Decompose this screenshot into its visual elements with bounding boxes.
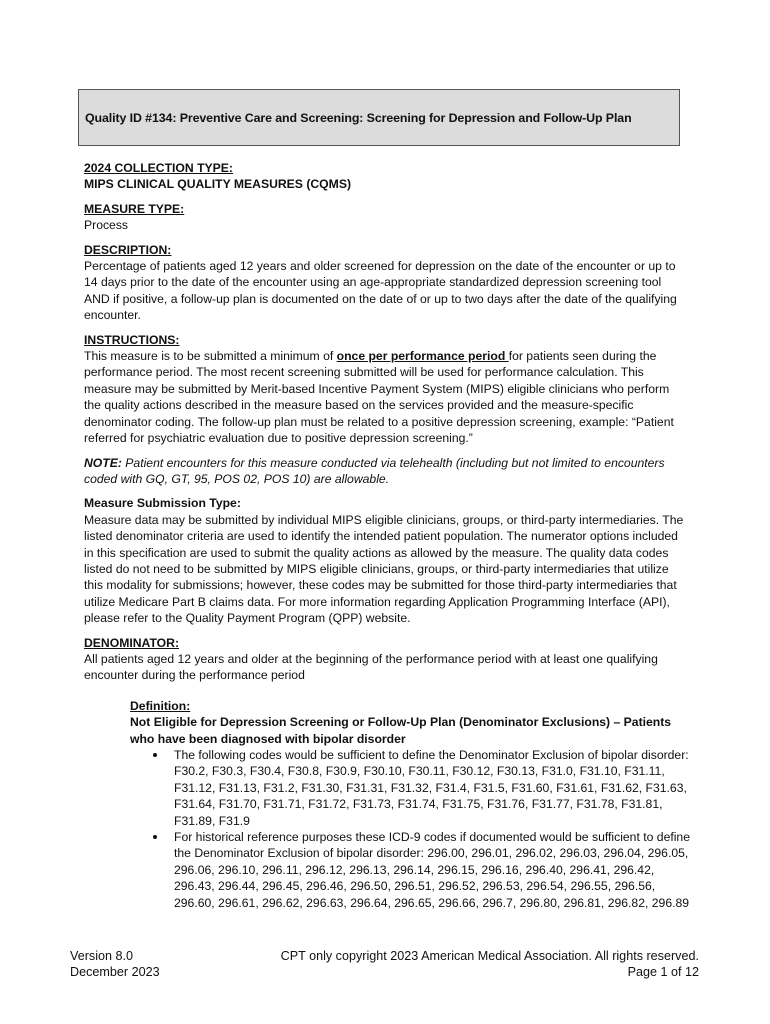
instructions-heading: INSTRUCTIONS: <box>84 332 180 347</box>
definition-subheading: Not Eligible for Depression Screening or Follow-Up Plan (Denominator Exclusions) – Patients who have been diagnosed with bipolar disorder <box>130 715 672 746</box>
page-title: Quality ID #134: Preventive Care and Screening: Screening for Depression and Follow-Up Plan <box>85 111 632 125</box>
document-body <box>84 160 688 911</box>
submission-text: Measure data may be submitted by individual MIPS eligible clinicians, groups, or third-party intermediaries. The listed denominator criteria are used to identify the intended patient population. The numerator options included in this specification are used to submit the quality actions as allowed by the measure. The quality data codes listed do not need to be submitted by MIPS eligible clinicians, groups, or third-party intermediaries that utilize this modality for submissions; however, these codes may be submitted for those third-party intermediaries that utilize Medicare Part B claims data. For more information regarding Application Programming Interface (API), please refer to the Quality Payment Program (QPP) website. <box>84 512 684 626</box>
submission-heading: Measure Submission Type: <box>84 496 241 511</box>
definition-heading: Definition: <box>130 698 191 713</box>
instructions-text-start: This measure is to be submitted a minimum of <box>84 349 337 364</box>
denominator-heading: DENOMINATOR: <box>84 635 180 650</box>
denominator-section <box>84 635 688 684</box>
note-text: Patient encounters for this measure conducted via telehealth (including but not limited to encounters coded with GQ, GT, 95, POS 02, POS 10) are allowable. <box>84 455 665 486</box>
instructions-text <box>84 348 688 446</box>
note-label: NOTE: <box>84 455 122 470</box>
instructions-section <box>84 332 688 447</box>
list-item: For historical reference purposes these ICD-9 codes if documented would be sufficient to define the Denominator Exclusion of bipolar disorder: 296.00, 296.01, 296.02, 296.03, 296.04, 296.05, 296.06, 296.10, 296.11, 296.12, 296.13, 296.14, 296.15, 296.16, 296.40, 296.41, 296.42, 296.43, 296.44, 296.45, 296.46, 296.50, 296.51, 296.52, 296.53, 296.54, 296.55, 296.56, 296.60, 296.61, 296.62, 296.63, 296.64, 296.65, 296.66, 296.7, 296.80, 296.81, 296.82, 296.89 <box>174 830 690 910</box>
footer-page-number: Page 1 of 12 <box>627 965 699 979</box>
submission-section <box>84 495 688 626</box>
description-heading: DESCRIPTION: <box>84 242 172 257</box>
telehealth-note <box>84 455 688 488</box>
exclusion-code-list <box>130 747 690 911</box>
footer-copyright: CPT only copyright 2023 American Medical Association. All rights reserved. <box>280 949 699 963</box>
measure-type-section <box>84 201 688 234</box>
denominator-text: All patients aged 12 years and older at the beginning of the performance period with at least one qualifying encounter during the performance period <box>84 651 658 683</box>
definition-section <box>130 698 690 911</box>
description-section <box>84 242 688 324</box>
collection-type-section <box>84 160 688 193</box>
footer-version: Version 8.0 <box>70 949 134 963</box>
measure-type-value: Process <box>84 218 129 233</box>
description-text: Percentage of patients aged 12 years and older screened for depression on the date of the encounter or up to 14 days prior to the date of the encounter using an age-appropriate standardized depression screening tool AND if positive, a follow-up plan is documented on the date of or up to two days after the date of the qualifying encounter. <box>84 259 677 323</box>
footer-copyright-block <box>281 948 699 980</box>
collection-type-heading: 2024 COLLECTION TYPE: <box>84 161 233 175</box>
title-box <box>78 89 680 146</box>
instructions-text-end: for patients seen during the performance period. The most recent screening submitted will be used for performance calculation. This measure may be submitted by Merit-based Incentive Payment System (MIPS) eligible clinicians who perform the quality actions described in the measure based on the services provided and the measure-specific denominator coding. The follow-up plan must be related to a positive depression screening, example: “Patient referred for psychiatric evaluation due to positive depression screening.” <box>84 349 674 446</box>
measure-type-heading: MEASURE TYPE: <box>84 201 185 216</box>
list-item: The following codes would be sufficient to define the Denominator Exclusion of bipolar disorder: F30.2, F30.3, F30.4, F30.8, F30.9, F30.10, F30.11, F30.12, F30.13, F31.0, F31.10, F31.11, F31.12, F31.13, F31.2, F31.30, F31.31, F31.32, F31.4, F31.5, F31.60, F31.61, F31.62, F31.63, F31.64, F31.70, F31.71, F31.72, F31.73, F31.74, F31.75, F31.76, F31.77, F31.78, F31.81, F31.89, F31.9 <box>174 748 689 828</box>
instructions-emphasis: once per performance period <box>336 349 509 364</box>
footer-version-block <box>70 948 160 980</box>
collection-type-value: MIPS CLINICAL QUALITY MEASURES (CQMS) <box>84 177 352 192</box>
footer-date: December 2023 <box>70 965 160 979</box>
